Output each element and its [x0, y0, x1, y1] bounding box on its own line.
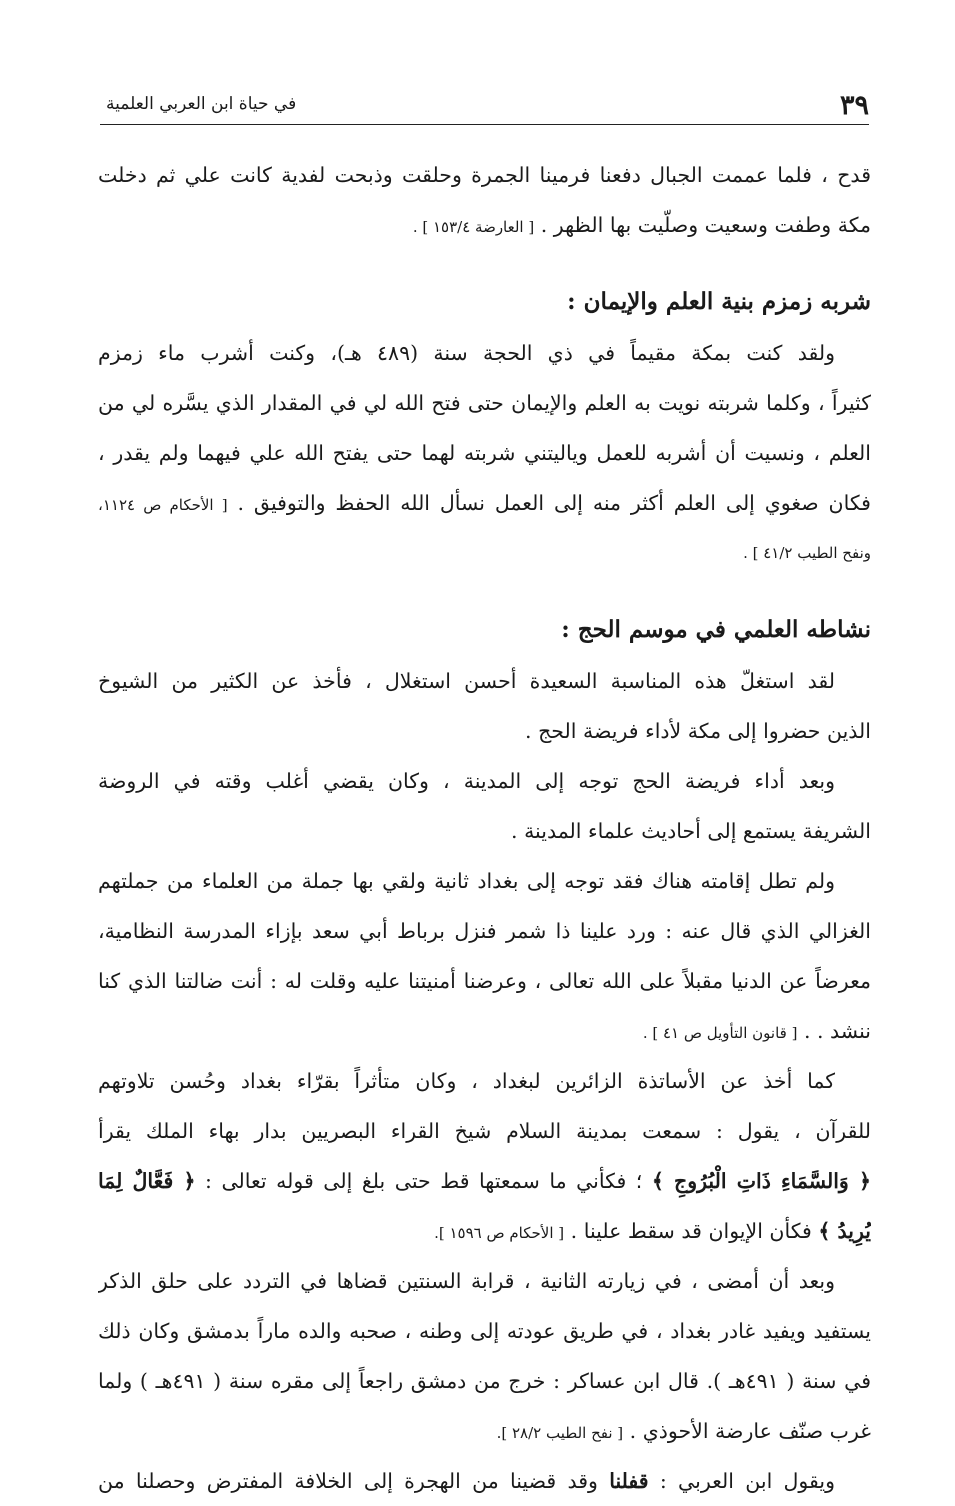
text-line: الشريفة يستمع إلى أحاديث علماء المدينة . — [511, 819, 871, 843]
text-line: كثيراً ، وكلما شربته نويت به العلم والإيمان حتى فتح الله لي في المقدار الذي يسَّره لي من — [98, 391, 871, 415]
text-line: كما أخذ عن الأساتذة الزائرين لبغداد ، وكان متأثراً بقرّاء بغداد وحُسن تلاوتهم — [98, 1069, 835, 1093]
spacer — [98, 578, 871, 604]
running-title: في حياة ابن العربي العلمية — [106, 94, 297, 114]
page-number: ٣٩ — [839, 90, 869, 121]
text-line — [98, 200, 871, 250]
quran-quote: ﴿ وَالسَّمَاءِ ذَاتِ الْبُرُوجِ ﴾ — [651, 1169, 871, 1193]
text-line — [98, 1006, 871, 1056]
quran-quote: ﴿ فَعَّالٌ لِمَا — [98, 1169, 196, 1193]
quran-quote: يُرِيدُ ﴾ — [818, 1219, 871, 1243]
emphasis-text: قفلنا — [609, 1469, 649, 1493]
text-fragment: ننشد . . — [803, 1019, 871, 1043]
page-header — [100, 88, 869, 125]
page-body — [98, 150, 871, 1506]
text-line: للقرآن ، يقول : سمعت بمدينة السلام شيخ القراء البصريين بدار بهاء الملك يقرأ — [98, 1119, 871, 1143]
text-line: يستفيد ويفيد غادر بغداد ، في طريق عودته إلى وطنه ، صحبه والده ماراً بدمشق وكان ذلك — [98, 1319, 871, 1343]
text-fragment: ؛ فكأني ما سمعتها قط حتى بلغ إلى قوله تعالى : — [205, 1169, 643, 1193]
text-line: معرضاً عن الدنيا مقبلاً على الله تعالى ، وعرضنا أمنيتنا عليه وقلت له : أنت ضالتنا الذي كنا — [98, 969, 871, 993]
citation: [ العارضة ١٥٣/٤ ] . — [412, 218, 535, 236]
text-line: في سنة ( ٤٩١هـ ). قال ابن عساكر : خرج من دمشق راجعاً إلى مقره سنة ( ٤٩١هـ ) ولما — [98, 1369, 871, 1393]
text-line: الذين حضروا إلى مكة لأداء فريضة الحج . — [525, 719, 871, 743]
citation: [ قانون التأويل ص ٤١ ] . — [642, 1024, 798, 1042]
text-line: ولقد كنت بمكة مقيماً في ذي الحجة سنة (٤٨٩ هـ)، وكنت أشرب ماء زمزم — [98, 341, 835, 365]
text-line — [98, 1456, 871, 1506]
text-line: لقد استغلّ هذه المناسبة السعيدة أحسن استغلال ، فأخذ عن الكثير من الشيوخ — [98, 669, 835, 693]
section-heading: نشاطه العلمي في موسم الحج : — [561, 616, 871, 643]
citation: [ الأحكام ص ١١٢٤، — [98, 496, 228, 514]
text-line — [98, 1206, 871, 1256]
text-line: قدح ، فلما عممت الجبال دفعنا فرمينا الجمرة وحلقت وذبحت لفدية كانت علي ثم دخلت — [98, 163, 871, 187]
text-fragment: وقد قضينا من الهجرة إلى الخلافة المفترض وحصلنا من — [98, 1469, 598, 1493]
text-fragment: غرب صنّف عارضة الأحوذي . — [629, 1419, 871, 1443]
text-line — [98, 1406, 871, 1456]
text-fragment: مكة وطفت وسعيت وصلّيت بها الظهر . — [540, 213, 871, 237]
citation: [ الأحكام ص ١٥٩٦ ]. — [434, 1224, 565, 1242]
section-heading: شربه زمزم بنية العلم والإيمان : — [567, 288, 871, 315]
citation: [ نفح الطيب ٢٨/٢ ]. — [496, 1424, 624, 1442]
text-line — [98, 478, 871, 528]
text-line: وبعد أداء فريضة الحج توجه إلى المدينة ، وكان يقضي أغلب وقته في الروضة — [98, 769, 835, 793]
text-line — [98, 1156, 871, 1206]
text-fragment: فكأن الإيوان قد سقط علينا . — [570, 1219, 812, 1243]
text-line: الغزالي الذي قال عنه : ورد علينا ذا شمر فنزل برباط أبي سعد بإزاء المدرسة النظامية، — [98, 919, 871, 943]
spacer — [98, 250, 871, 276]
text-line: العلم ، ونسيت أن أشربه للعمل وياليتني شربته لهما حتى يفتح الله علي فيهما ولم يقدر ، — [98, 441, 871, 465]
text-line: ولم تطل إقامته هناك فقد توجه إلى بغداد ثانية ولقي بها جملة من العلماء من جملتهم — [98, 869, 835, 893]
text-fragment: فكان صغوي إلى العلم أكثر منه إلى العمل نسأل الله الحفظ والتوفيق . — [237, 491, 871, 515]
text-line: وبعد أن أمضى ، في زيارته الثانية ، قرابة السنتين قضاها في التردد على حلق الذكر — [98, 1269, 835, 1293]
text-fragment: ويقول ابن العربي : — [659, 1469, 835, 1493]
citation-line: ونفح الطيب ٤١/٢ ] . — [743, 544, 871, 562]
